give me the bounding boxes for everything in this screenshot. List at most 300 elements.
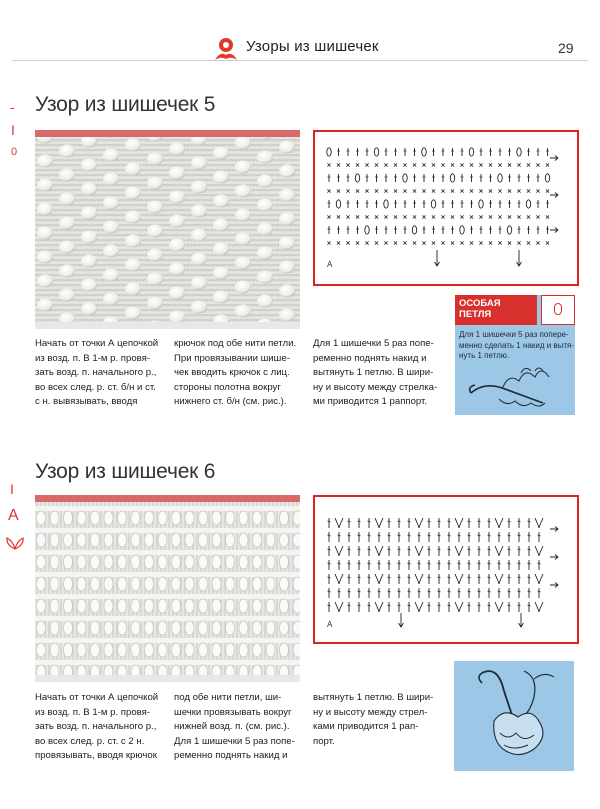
- puff-stitch: [239, 555, 248, 569]
- flower-logo-icon: [212, 35, 240, 63]
- bobble-stitch: [235, 257, 251, 270]
- puff-band: [35, 638, 300, 643]
- puff-symbol: [495, 518, 503, 528]
- puff-stitch: [145, 577, 154, 591]
- bobble-stitch: [279, 165, 295, 178]
- puff-stitch: [104, 533, 113, 547]
- puff-stitch: [77, 555, 86, 569]
- callout-heading: ОСОБАЯ ПЕТЛЯ: [455, 295, 537, 325]
- puff-stitch: [91, 511, 100, 525]
- puff-stitch: [37, 665, 46, 675]
- puff-stitch: [212, 577, 221, 591]
- puff-stitch: [185, 643, 194, 657]
- bobble-stitch: [59, 241, 75, 254]
- puff-stitch: [293, 555, 300, 569]
- bobble-symbol: [507, 226, 511, 234]
- bobble-stitch: [257, 151, 273, 164]
- bobble-stitch: [213, 171, 229, 184]
- bobble-stitch: [257, 295, 273, 308]
- puff-symbol: [335, 602, 343, 612]
- puff-stitch: [266, 511, 275, 525]
- puff-stitch: [91, 533, 100, 547]
- pattern-5-chart: [313, 130, 579, 286]
- bobble-stitch: [147, 153, 163, 166]
- puff-stitch: [280, 665, 289, 675]
- bobble-symbol: [479, 200, 483, 208]
- puff-stitch: [77, 665, 86, 675]
- puff-stitch: [91, 665, 100, 675]
- puff-symbol: [415, 546, 423, 556]
- row-arrow-icon: [550, 228, 558, 233]
- puff-stitch: [145, 599, 154, 613]
- bobble-stitch: [103, 173, 119, 186]
- puff-stitch: [118, 511, 127, 525]
- puff-stitch: [158, 533, 167, 547]
- bobble-stitch: [235, 281, 251, 294]
- pattern-6-text-col1: Начать от точки А цепочкой из возд. п. В 1-м р. провя- зать возд. п. начального р., во всех след. р. ст. с 2 н. провязывать, вводя крючок: [35, 692, 159, 762]
- bobble-stitch: [235, 185, 251, 198]
- bobble-stitch: [103, 269, 119, 282]
- bobble-stitch: [125, 139, 141, 152]
- bobble-stitch: [103, 221, 119, 234]
- page-number: 29: [558, 40, 574, 56]
- puff-stitch: [226, 533, 235, 547]
- bobble-stitch: [279, 213, 295, 226]
- puff-stitch: [226, 599, 235, 613]
- bobble-symbol: [545, 174, 549, 182]
- puff-stitch: [118, 599, 127, 613]
- puff-stitch: [77, 577, 86, 591]
- bobble-symbol: [327, 148, 331, 156]
- margin-oval-mark: 0: [11, 146, 18, 158]
- puff-stitch: [104, 665, 113, 675]
- bobble-stitch: [103, 149, 119, 162]
- bobble-stitch: [147, 273, 163, 286]
- bobble-stitch: [213, 219, 229, 232]
- puff-stitch: [253, 533, 262, 547]
- puff-stitch: [199, 665, 208, 675]
- puff-stitch: [185, 555, 194, 569]
- puff-stitch: [131, 643, 140, 657]
- puff-stitch: [185, 621, 194, 635]
- hook-illustration-icon: [465, 363, 565, 411]
- puff-stitch: [64, 533, 73, 547]
- puff-stitch: [212, 533, 221, 547]
- bobble-stitch: [213, 195, 229, 208]
- puff-stitch: [37, 599, 46, 613]
- bobble-stitch: [81, 207, 97, 220]
- bobble-stitch: [37, 299, 53, 312]
- puff-stitch: [199, 643, 208, 657]
- puff-stitch: [118, 555, 127, 569]
- chart-start-marker: A: [327, 620, 333, 629]
- puff-stitch: [253, 643, 262, 657]
- puff-stitch: [118, 621, 127, 635]
- bobble-stitch: [147, 249, 163, 262]
- bobble-stitch: [59, 169, 75, 182]
- puff-symbol: [455, 602, 463, 612]
- bobble-stitch: [81, 183, 97, 196]
- bobble-stitch: [191, 229, 207, 242]
- puff-stitch: [199, 599, 208, 613]
- puff-stitch: [145, 665, 154, 675]
- puff-stitch: [293, 621, 300, 635]
- puff-band: [35, 506, 300, 511]
- puff-stitch: [50, 555, 59, 569]
- callout-tag: [541, 295, 575, 325]
- puff-symbol: [495, 602, 503, 612]
- puff-symbol: [375, 546, 383, 556]
- pattern-5-photo: [35, 130, 300, 329]
- puff-stitch: [77, 643, 86, 657]
- bobble-stitch: [125, 259, 141, 272]
- bobble-stitch: [37, 203, 53, 216]
- bobble-stitch: [59, 145, 75, 158]
- puff-stitch: [131, 665, 140, 675]
- margin-mark-arrow: A: [8, 507, 19, 524]
- puff-stitch: [158, 511, 167, 525]
- section-title-pattern-6: Узор из шишечек 6: [35, 460, 216, 483]
- puff-stitch: [118, 577, 127, 591]
- puff-stitch: [131, 555, 140, 569]
- bobble-stitch: [125, 211, 141, 224]
- bobble-stitch: [257, 271, 273, 284]
- bobble-stitch: [169, 215, 185, 228]
- puff-symbol: [495, 546, 503, 556]
- bobble-stitch: [147, 201, 163, 214]
- special-stitch-callout: [455, 295, 575, 415]
- callout-text: Для 1 шишечки 5 раз попере- менно сделать 1 накид и вытя- нуть 1 петлю.: [459, 330, 575, 360]
- puff-symbol: [375, 602, 383, 612]
- puff-stitch: [172, 533, 181, 547]
- puff-stitch: [266, 577, 275, 591]
- puff-stitch: [158, 665, 167, 675]
- puff-stitch: [266, 555, 275, 569]
- bobble-stitch: [103, 293, 119, 306]
- puff-stitch: [50, 511, 59, 525]
- puff-stitch: [280, 621, 289, 635]
- bobble-stitch: [81, 255, 97, 268]
- puff-stitch: [266, 665, 275, 675]
- row-arrow-icon: [550, 156, 558, 161]
- puff-symbol: [415, 602, 423, 612]
- bobble-symbol: [422, 148, 426, 156]
- puff-stitch: [185, 511, 194, 525]
- puff-stitch: [185, 533, 194, 547]
- puff-stitch: [91, 643, 100, 657]
- puff-stitch: [199, 555, 208, 569]
- puff-stitch: [239, 599, 248, 613]
- puff-stitch: [172, 555, 181, 569]
- bobble-symbol: [355, 174, 359, 182]
- puff-stitch: [226, 511, 235, 525]
- puff-symbol: [535, 574, 543, 584]
- puff-stitch: [158, 599, 167, 613]
- puff-stitch: [253, 511, 262, 525]
- puff-stitch: [50, 533, 59, 547]
- bobble-symbol: [403, 174, 407, 182]
- puff-stitch: [104, 621, 113, 635]
- margin-leaf-icon: [4, 535, 26, 551]
- puff-stitch: [118, 643, 127, 657]
- puff-stitch: [50, 643, 59, 657]
- puff-stitch: [239, 577, 248, 591]
- puff-symbol: [335, 518, 343, 528]
- bobble-stitch: [279, 141, 295, 154]
- row-arrow-icon: [550, 555, 558, 560]
- bobble-stitch: [257, 199, 273, 212]
- puff-stitch: [118, 533, 127, 547]
- puff-stitch: [199, 577, 208, 591]
- puff-stitch: [131, 533, 140, 547]
- bobble-stitch: [191, 253, 207, 266]
- puff-stitch: [239, 643, 248, 657]
- puff-stitch: [91, 555, 100, 569]
- puff-stitch: [226, 577, 235, 591]
- bobble-stitch: [37, 179, 53, 192]
- puff-band: [35, 528, 300, 533]
- bobble-stitch: [169, 263, 185, 276]
- puff-stitch: [64, 643, 73, 657]
- puff-stitch: [212, 599, 221, 613]
- repeat-arrow-icon: [399, 613, 404, 627]
- bobble-stitch: [235, 161, 251, 174]
- row-arrow-icon: [550, 193, 558, 198]
- puff-stitch: [280, 533, 289, 547]
- puff-band: [35, 594, 300, 599]
- pattern-6-photo: [35, 495, 300, 682]
- bobble-stitch: [213, 243, 229, 256]
- margin-dash-mark: -: [10, 99, 15, 115]
- puff-stitch: [253, 665, 262, 675]
- puff-symbol: [335, 574, 343, 584]
- bobble-stitch: [257, 175, 273, 188]
- puff-stitch: [104, 599, 113, 613]
- puff-stitch: [293, 643, 300, 657]
- puff-stitch: [293, 533, 300, 547]
- puff-stitch: [104, 555, 113, 569]
- bobble-stitch: [169, 143, 185, 156]
- bobble-stitch: [37, 227, 53, 240]
- bobble-stitch: [191, 277, 207, 290]
- puff-stitch: [64, 577, 73, 591]
- puff-stitch: [131, 599, 140, 613]
- bobble-stitch: [81, 231, 97, 244]
- puff-stitch: [50, 621, 59, 635]
- puff-stitch: [37, 621, 46, 635]
- bobble-symbol: [412, 226, 416, 234]
- pattern-6-chart: [313, 495, 579, 644]
- bobble-stitch: [81, 279, 97, 292]
- loop-icon: [554, 303, 562, 315]
- puff-stitch: [280, 599, 289, 613]
- bobble-stitch: [59, 265, 75, 278]
- bobble-stitch: [147, 225, 163, 238]
- bobble-stitch: [235, 209, 251, 222]
- puff-stitch: [64, 511, 73, 525]
- margin-mark-middle: I: [10, 481, 14, 497]
- puff-stitch: [104, 577, 113, 591]
- puff-stitch: [239, 533, 248, 547]
- puff-stitch: [158, 643, 167, 657]
- puff-stitch: [185, 665, 194, 675]
- puff-stitch: [37, 533, 46, 547]
- puff-stitch: [50, 665, 59, 675]
- bobble-symbol: [336, 200, 340, 208]
- puff-stitch: [37, 643, 46, 657]
- puff-stitch: [226, 555, 235, 569]
- puff-stitch: [131, 621, 140, 635]
- puff-stitch: [280, 555, 289, 569]
- header-divider: [12, 60, 588, 61]
- bobble-stitch: [235, 305, 251, 318]
- bobble-stitch: [81, 303, 97, 316]
- bobble-symbol: [384, 200, 388, 208]
- bobble-symbol: [526, 200, 530, 208]
- puff-stitch: [145, 511, 154, 525]
- bobble-symbol: [431, 200, 435, 208]
- puff-stitch: [266, 533, 275, 547]
- puff-stitch: [64, 621, 73, 635]
- puff-stitch: [199, 511, 208, 525]
- puff-symbol: [535, 602, 543, 612]
- puff-stitch: [64, 555, 73, 569]
- bobble-stitch: [257, 223, 273, 236]
- puff-band: [35, 660, 300, 665]
- pattern-5-text-col1: Начать от точки А цепочкой из возд. п. В 1-м р. провя- зать возд. п. начального р., во всех след. р. ст. б/н и ст. с н. вывязывать, вводя: [35, 338, 159, 408]
- puff-stitch: [77, 511, 86, 525]
- repeat-arrow-icon: [519, 613, 524, 627]
- puff-stitch: [226, 621, 235, 635]
- repeat-arrow-icon: [435, 250, 440, 266]
- repeat-arrow-icon: [517, 250, 522, 266]
- puff-stitch: [253, 555, 262, 569]
- bobble-stitch: [169, 191, 185, 204]
- bobble-symbol: [469, 148, 473, 156]
- pattern-5-text-col3: Для 1 шишечки 5 раз попе- ременно поднять накид и вытянуть 1 петлю. В шири- ну и высоту между стрелка- ми приводится 1 раппорт.: [313, 338, 438, 408]
- puff-stitch: [77, 621, 86, 635]
- row-arrow-icon: [550, 583, 558, 588]
- puff-stitch: [212, 621, 221, 635]
- puff-symbol: [455, 546, 463, 556]
- puff-stitch: [91, 577, 100, 591]
- bobble-stitch: [147, 297, 163, 310]
- puff-stitch: [145, 621, 154, 635]
- puff-stitch: [145, 555, 154, 569]
- puff-stitch: [104, 511, 113, 525]
- bobble-symbol: [517, 148, 521, 156]
- puff-stitch: [280, 577, 289, 591]
- bobble-symbol: [374, 148, 378, 156]
- puff-band: [35, 572, 300, 577]
- puff-symbol: [375, 518, 383, 528]
- bobble-stitch: [169, 167, 185, 180]
- puff-stitch: [199, 621, 208, 635]
- puff-stitch: [266, 621, 275, 635]
- bobble-stitch: [59, 289, 75, 302]
- bobble-symbol: [460, 226, 464, 234]
- bobble-stitch: [257, 247, 273, 260]
- bobble-stitch: [169, 287, 185, 300]
- puff-stitch: [212, 643, 221, 657]
- puff-stitch: [212, 555, 221, 569]
- puff-stitch: [158, 621, 167, 635]
- puff-stitch: [293, 511, 300, 525]
- puff-stitch: [145, 533, 154, 547]
- puff-stitch: [91, 599, 100, 613]
- stitch-illustration-2: [454, 661, 574, 771]
- puff-stitch: [172, 621, 181, 635]
- bobble-stitch: [235, 137, 251, 150]
- puff-stitch: [239, 665, 248, 675]
- puff-band: [35, 550, 300, 555]
- puff-stitch: [226, 643, 235, 657]
- puff-stitch: [158, 577, 167, 591]
- puff-stitch: [266, 643, 275, 657]
- header-title: Узоры из шишечек: [246, 38, 379, 55]
- bobble-stitch: [279, 261, 295, 274]
- puff-stitch: [37, 555, 46, 569]
- bobble-stitch: [125, 187, 141, 200]
- puff-symbol: [535, 518, 543, 528]
- puff-stitch: [239, 621, 248, 635]
- row-arrow-icon: [550, 527, 558, 532]
- bobble-stitch: [37, 155, 53, 168]
- bobble-stitch: [125, 235, 141, 248]
- section-title-pattern-5: Узор из шишечек 5: [35, 93, 216, 116]
- puff-stitch: [50, 599, 59, 613]
- bobble-stitch: [103, 197, 119, 210]
- bobble-stitch: [279, 237, 295, 250]
- puff-stitch: [172, 599, 181, 613]
- puff-symbol: [335, 546, 343, 556]
- puff-stitch: [172, 577, 181, 591]
- bobble-stitch: [37, 275, 53, 288]
- bobble-stitch: [169, 239, 185, 252]
- bobble-symbol: [450, 174, 454, 182]
- bobble-stitch: [103, 245, 119, 258]
- bobble-symbol: [498, 174, 502, 182]
- bobble-stitch: [81, 159, 97, 172]
- puff-stitch: [131, 577, 140, 591]
- bobble-stitch: [37, 251, 53, 264]
- puff-stitch: [91, 621, 100, 635]
- puff-stitch: [145, 643, 154, 657]
- puff-stitch: [172, 511, 181, 525]
- bobble-stitch: [279, 189, 295, 202]
- puff-stitch: [253, 577, 262, 591]
- puff-stitch: [280, 643, 289, 657]
- puff-stitch: [37, 577, 46, 591]
- puff-symbol: [535, 546, 543, 556]
- puff-stitch: [172, 643, 181, 657]
- puff-stitch: [172, 665, 181, 675]
- bobble-stitch: [125, 283, 141, 296]
- puff-stitch: [64, 665, 73, 675]
- bobble-stitch: [191, 205, 207, 218]
- puff-stitch: [158, 555, 167, 569]
- pattern-6-text-col3: вытянуть 1 петлю. В шири- ну и высоту между стрел- ками приводится 1 рап- порт.: [313, 692, 434, 747]
- puff-stitch: [131, 511, 140, 525]
- puff-stitch: [253, 621, 262, 635]
- puff-stitch: [64, 599, 73, 613]
- bobble-stitch: [125, 163, 141, 176]
- puff-stitch: [185, 599, 194, 613]
- puff-symbol: [375, 574, 383, 584]
- bobble-stitch: [147, 177, 163, 190]
- pattern-5-text-col2: крючок под обе нити петли. При провязывании шише- чек вводить крючок с лиц. стороны полотна вокруг нижнего ст. б/н (см. рис.).: [174, 338, 297, 408]
- bobble-stitch: [213, 267, 229, 280]
